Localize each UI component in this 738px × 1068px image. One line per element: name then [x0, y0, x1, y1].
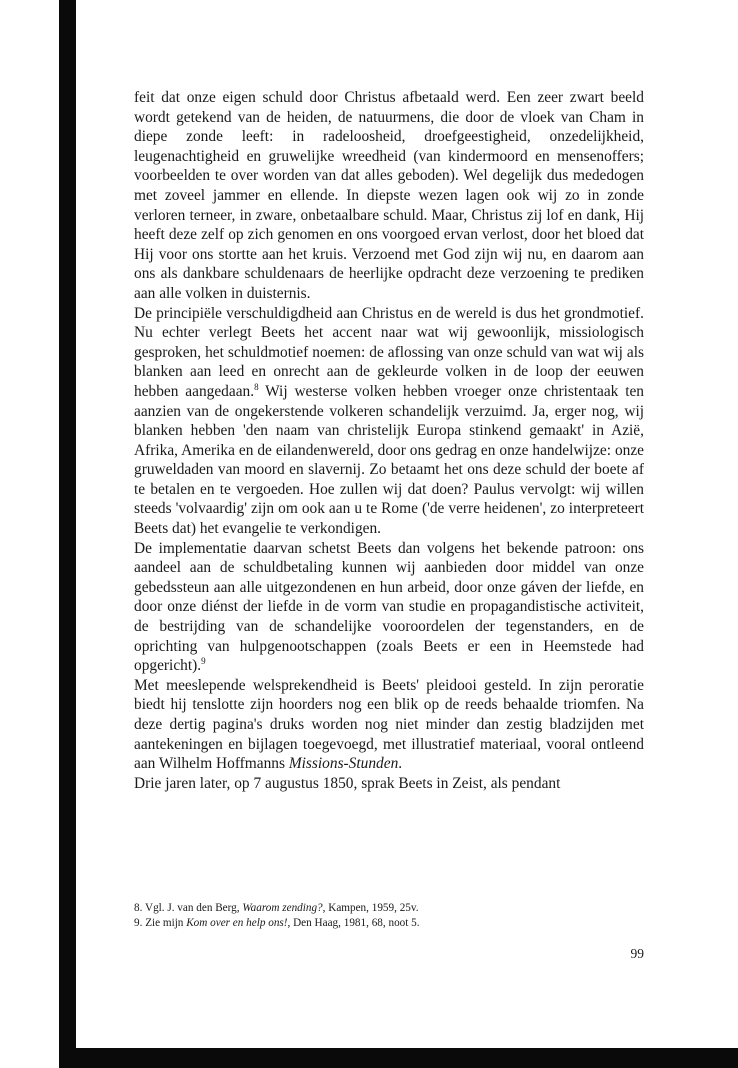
- paragraph: [134, 88, 644, 304]
- footnote-text: , Den Haag, 1981, 68, noot 5.: [287, 917, 420, 929]
- paragraph: [134, 676, 644, 774]
- paragraph-text: .: [398, 755, 403, 773]
- footnote: [134, 901, 644, 916]
- scan-margin-left: [59, 0, 76, 1068]
- body-text: [134, 88, 644, 793]
- footnote-text: 8. Vgl. J. van den Berg,: [134, 902, 243, 914]
- footnote: [134, 916, 644, 931]
- book-title: Missions-Stunden: [288, 755, 399, 773]
- footnote-reference[interactable]: 9: [201, 656, 206, 667]
- paragraph-text: feit dat onze eigen schuld door Christus afbetaald werd. Een zeer zwart beeld wordt getekend van de heiden, de natuurmens, die door de vloek van Cham in diepe zonde leeft: in radeloosheid, droefgeestigheid, onzedelijkheid, leugenachtigheid en gruwelijke wreedheid (van kindermoord en mensenoffers; voorbeelden te over worden van dat alles geboden). Wel degelijk dus mededogen met zoveel jammer en ellende. In diepste wezen lagen ook wij zo in zonde verloren terneer, in zware, onbetaalbare schuld. Maar, Christus zij lof en dank, Hij heeft deze zelf op zich genomen en ons voorgoed ervan verlost, door het bloed dat Hij voor ons stortte aan het kruis. Verzoend met God zijn wij nu, en daarom aan ons als dankbare schuldenaars de heerlijke opdracht deze verzoening te prediken aan alle volken in duisternis.: [134, 89, 644, 302]
- footnotes: [134, 901, 644, 931]
- paragraph: [134, 539, 644, 676]
- page-number: 99: [630, 946, 644, 961]
- paragraph-text: Wij westerse volken hebben vroeger onze christentaak ten aanzien van de ongekerstende volkeren schandelijk verzuimd. Ja, erger nog, wij blanken hebben 'den naam van christelijk Europa stinkend gemaakt' in Azië, Afrika, Amerika en de eilandenwereld, door ons gedrag en onze handelwijze: onze gruweldaden van moord en slavernij. Zo betaamt het ons deze schuld der boete af te betalen en te vergoeden. Hoe zullen wij dat doen? Paulus vervolgt: wij willen steeds 'volvaardig' zijn om ook aan u te Rome ('de verre heidenen', zo interpreteert Beets dat) het evangelie te verkondigen.: [134, 382, 645, 538]
- book-title: Waarom zending?: [242, 902, 323, 914]
- paragraph-text: Met meeslepende welsprekendheid is Beets' pleidooi gesteld. In zijn peroratie biedt hij tenslotte zijn hoorders nog een blik op de reeds behaalde triomfen. Na deze dertig pagina's druks worden nog niet minder dan zestig bladzijden met aantekeningen en bijlagen toegevoegd, met illustratief materiaal, vooral ontleend aan Wilhelm Hoffmanns: [134, 676, 644, 773]
- paragraph-text: De implementatie daarvan schetst Beets dan volgens het bekende patroon: ons aandeel aan de schuldbetaling kunnen wij aanbieden door middel van onze gebedssteun aan alle uitgezondenen en hun arbeid, door onze gáven der liefde, en door onze diénst der liefde in de vorm van studie en propagandistische activiteit, de bestrijding van de schandelijke vooroordelen der tegenstanders, en de oprichting van hulpgenootschappen (zoals Beets er een in Heemstede had opgericht).: [134, 539, 644, 675]
- footnote-text: , Kampen, 1959, 25v.: [322, 902, 419, 914]
- paragraph-text: De principiële verschuldigdheid aan Christus en de wereld is dus het grondmotief. Nu echter verlegt Beets het accent naar wat wij gewoonlijk, missiologisch gesproken, het schuldmotief noemen: de aflossing van onze schuld van wat wij als blanken aan leed en onrecht aan de gekleurde volken in de loop der eeuwen hebben aangedaan.: [134, 304, 644, 400]
- paragraph: [134, 304, 644, 539]
- footnote-reference[interactable]: 8: [254, 381, 259, 392]
- scan-margin-bottom: [59, 1048, 738, 1068]
- paragraph: [134, 774, 644, 794]
- footnote-text: 9. Zie mijn: [134, 917, 187, 929]
- book-title: Kom over en help ons!: [186, 917, 288, 929]
- paragraph-text: Drie jaren later, op 7 augustus 1850, sprak Beets in Zeist, als pendant: [134, 774, 561, 792]
